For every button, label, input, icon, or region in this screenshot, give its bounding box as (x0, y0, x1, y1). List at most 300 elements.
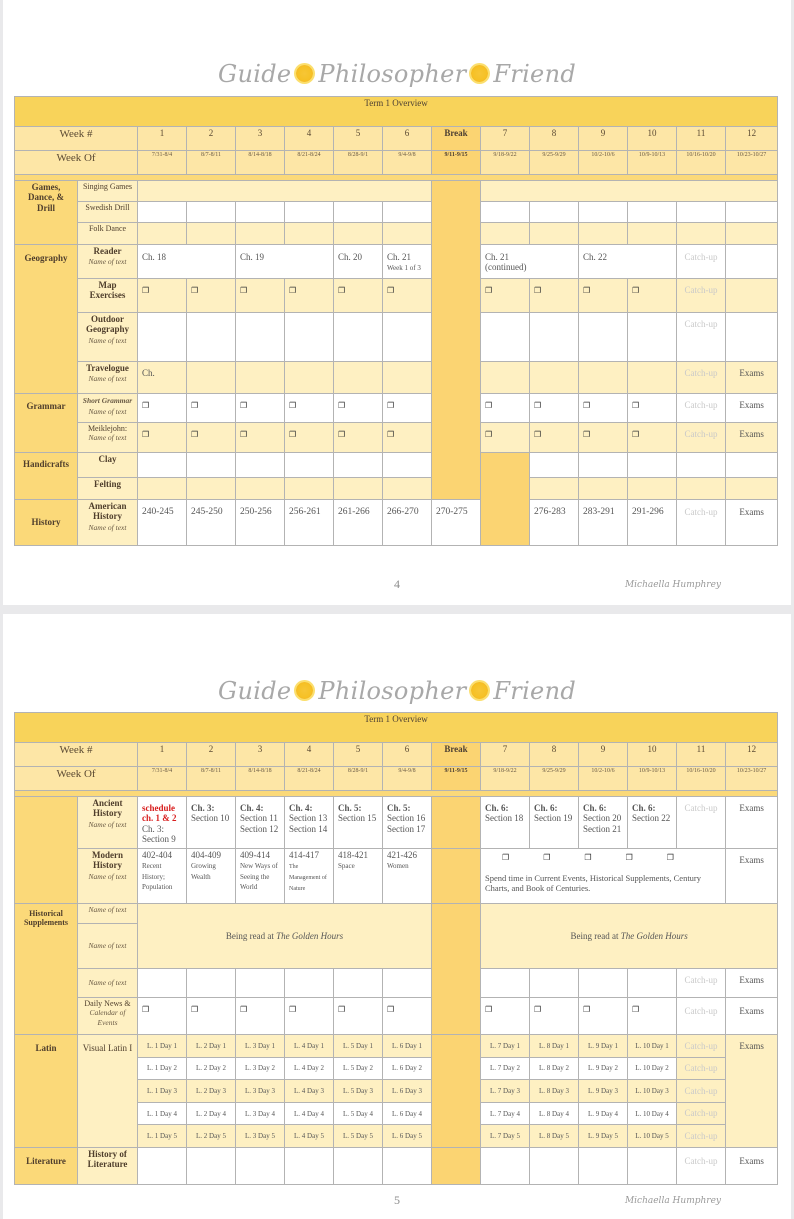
latin-day: Day 5 (552, 1132, 569, 1141)
ancient-section: Section 12 (240, 823, 279, 834)
brand-philosopher: Philosopher (318, 676, 467, 705)
latin-lesson: L. 4 (294, 1132, 306, 1141)
latin-day: Day 4 (405, 1109, 422, 1118)
break-column (432, 1035, 481, 1148)
term-overview-table (14, 96, 778, 546)
week-of-cell: 9/4-9/8 (383, 767, 432, 791)
latin-lesson-cell (285, 1080, 334, 1103)
latin-lesson: L. 7 (490, 1132, 502, 1141)
latin-day: Day 2 (651, 1064, 669, 1073)
checkbox-icon: ❐ (338, 286, 346, 295)
break-column (432, 797, 481, 849)
week-of-cell: 10/2-10/6 (579, 151, 628, 175)
checkbox-icon: ❐ (191, 430, 199, 439)
spend-time-cell: ❐ ❐ ❐ ❐ ❐ Spend time in Current Events, Historical Supplements, Century Charts, and Book of Centuries. (481, 849, 726, 904)
latin-lesson-cell (628, 1125, 677, 1148)
week-number-row (15, 743, 778, 767)
reader-cell: Ch. 21 Week 1 of 3 (383, 245, 432, 279)
history-pages-cell: 266-270 (383, 500, 432, 546)
activity-travelogue: Travelogue Name of text (78, 362, 138, 394)
subject-games: Games, Dance, & Drill (15, 181, 78, 245)
latin-day: Day 4 (209, 1109, 226, 1118)
latin-lesson: L. 6 (392, 1064, 404, 1073)
latin-day: Day 2 (209, 1064, 226, 1073)
week-of-cell: 8/14-8/18 (236, 151, 285, 175)
latin-day: Day 3 (503, 1086, 520, 1095)
ancient-section: Section 10 (191, 813, 230, 824)
ancient-chapter: Ch. 5: (338, 803, 362, 813)
week-of-cell: 10/16-10/20 (677, 767, 726, 791)
ancient-section: Section 18 (485, 813, 524, 824)
latin-lesson-cell (628, 1102, 677, 1125)
checkbox-icon: ❐ (583, 401, 591, 410)
ancient-section: Section 22 (632, 813, 671, 824)
modern-cell: 421-426 Women (383, 849, 432, 904)
latin-lesson: L. 4 (294, 1109, 306, 1118)
modern-cell: 414-417 The Management of Nature (285, 849, 334, 904)
ancient-section: Section 19 (534, 813, 573, 824)
latin-day: Day 1 (209, 1041, 226, 1050)
activity-short-grammar: Short Grammar Name of text (78, 394, 138, 423)
latin-lesson: L. 5 (343, 1109, 355, 1118)
week-of-label: Week Of (15, 767, 138, 791)
activity-reader: Reader Name of text (78, 245, 138, 279)
ancient-section: Section 13 (289, 813, 328, 824)
checkbox-icon: ❐ (485, 286, 493, 295)
latin-lesson-cell (334, 1035, 383, 1058)
activity-felting: Felting (78, 478, 138, 500)
subject-handicrafts: Handicrafts (15, 453, 78, 500)
latin-lesson: L. 9 (588, 1064, 600, 1073)
term-overview-table (14, 712, 778, 1185)
checkbox-icon: ❐ (534, 1005, 542, 1014)
latin-day: Day 5 (209, 1132, 226, 1141)
checkbox-icon: ❐ (583, 1005, 591, 1014)
ancient-cell (383, 797, 432, 849)
exams-cell: Exams (726, 1147, 778, 1184)
checkbox-icon: ❐ (632, 401, 640, 410)
week-of-row (15, 767, 778, 791)
week-of-cell: 8/7-8/11 (187, 151, 236, 175)
checkbox-icon: ❐ (485, 1005, 493, 1014)
latin-lesson: L. 5 (343, 1086, 355, 1095)
checkbox-icon: ❐ (632, 430, 640, 439)
latin-lesson: L. 1 (147, 1109, 159, 1118)
week-number-cell: 5 (334, 127, 383, 151)
map-exercises-row (15, 279, 778, 313)
activity-clay: Clay (78, 453, 138, 478)
subject-historical-supplements: Historical Supplements (15, 904, 78, 1035)
modern-cell: 402-404 Recent History; Population (138, 849, 187, 904)
history-pages-cell: 283-291 (579, 500, 628, 546)
latin-lesson: L. 4 (294, 1086, 306, 1095)
week-number-cell: 1 (138, 127, 187, 151)
modern-cell: 418-421 Space (334, 849, 383, 904)
ancient-chapter: Ch. 6: (534, 803, 558, 813)
catch-up-cell: Catch-up (677, 998, 726, 1035)
latin-lesson: L. 7 (490, 1086, 502, 1095)
latin-lesson-cell (285, 1125, 334, 1148)
ancient-cell (236, 797, 285, 849)
week-of-cell: 10/23-10/27 (726, 767, 778, 791)
exams-cell: Exams (726, 362, 778, 394)
latin-day: Day 5 (160, 1132, 177, 1141)
latin-day: Day 3 (258, 1086, 275, 1095)
exams-cell: Exams (726, 1035, 778, 1148)
checkbox-icon: ❐ (240, 430, 248, 439)
latin-day: Day 5 (651, 1132, 669, 1141)
modern-cell: 409-414 New Ways of Seeing the World (236, 849, 285, 904)
checkbox-icon: ❐ (583, 430, 591, 439)
subject-geography: Geography (15, 245, 78, 394)
golden-hours-cell: Being read at The Golden Hours (138, 904, 432, 969)
latin-lesson-cell (138, 1057, 187, 1080)
ancient-chapter: Ch. 6: (485, 803, 509, 813)
latin-lesson-cell (530, 1080, 579, 1103)
latin-lesson: L. 1 (147, 1132, 159, 1141)
checkbox-icon: ❐ (142, 401, 150, 410)
ancient-section: Section 16 (387, 813, 426, 824)
latin-lesson-cell (383, 1125, 432, 1148)
latin-lesson: L. 8 (539, 1132, 551, 1141)
latin-day: Day 3 (307, 1086, 324, 1095)
latin-day: Day 3 (209, 1086, 226, 1095)
week-number-cell: 10 (628, 127, 677, 151)
week-of-cell: 7/31-8/4 (138, 767, 187, 791)
ancient-chapter: schedule ch. 1 & 2 (142, 803, 177, 824)
latin-lesson-cell (383, 1035, 432, 1058)
travelogue-cell: Ch. (138, 362, 187, 394)
latin-lesson-cell (138, 1080, 187, 1103)
latin-lesson-cell (579, 1125, 628, 1148)
latin-lesson: L. 1 (147, 1041, 159, 1050)
latin-lesson-cell (236, 1035, 285, 1058)
checkbox-icon: ❐ (240, 1005, 248, 1014)
subject-history: History (15, 500, 78, 546)
latin-lesson-cell (383, 1057, 432, 1080)
latin-lesson: L. 2 (196, 1064, 208, 1073)
latin-lesson-cell (187, 1035, 236, 1058)
latin-day: Day 1 (307, 1041, 324, 1050)
activity-folk-dance: Folk Dance (78, 223, 138, 245)
ancient-chapter: Ch. 3: (191, 803, 215, 813)
break-column (432, 849, 481, 904)
week-number-cell: Break (432, 127, 481, 151)
latin-lesson-cell (530, 1102, 579, 1125)
ancient-chapter: Ch. 6: (583, 803, 607, 813)
activity-outdoor-geography: Outdoor Geography Name of text (78, 313, 138, 362)
checkbox-icon: ❐ (191, 401, 199, 410)
checkbox-icon: ❐ (485, 430, 493, 439)
latin-lesson-cell (579, 1080, 628, 1103)
checkbox-icon: ❐ (387, 1005, 395, 1014)
latin-lesson: L. 10 (635, 1041, 651, 1050)
latin-day: Day 5 (258, 1132, 275, 1141)
sun-icon (471, 682, 488, 699)
latin-lesson: L. 8 (539, 1109, 551, 1118)
week-of-cell: 8/28-9/1 (334, 151, 383, 175)
exams-cell: Exams (726, 849, 778, 904)
week-number-cell: 12 (726, 743, 778, 767)
subject-grammar: Grammar (15, 394, 78, 453)
latin-lesson: L. 3 (245, 1109, 257, 1118)
modern-cell: 404-409 Growing Wealth (187, 849, 236, 904)
latin-day: Day 2 (160, 1064, 177, 1073)
latin-lesson: L. 2 (196, 1109, 208, 1118)
break-column (481, 453, 530, 546)
week-number-label: Week # (15, 127, 138, 151)
week-number-cell: Break (432, 743, 481, 767)
subject-history (15, 797, 78, 904)
catch-up-cell: Catch-up (677, 969, 726, 998)
week-of-cell: 10/9-10/13 (628, 151, 677, 175)
latin-day: Day 4 (601, 1109, 618, 1118)
week-number-cell: 1 (138, 743, 187, 767)
activity-supplement-2: Name of text (78, 924, 138, 969)
latin-day: Day 3 (160, 1086, 177, 1095)
activity-visual-latin: Visual Latin I (78, 1035, 138, 1148)
latin-lesson: L. 1 (147, 1064, 159, 1073)
latin-lesson: L. 2 (196, 1086, 208, 1095)
checkbox-icon: ❐ (240, 286, 248, 295)
week-of-cell: 8/21-8/24 (285, 151, 334, 175)
page-5 (3, 614, 791, 1219)
latin-lesson-cell (187, 1057, 236, 1080)
ancient-cell (187, 797, 236, 849)
week-number-cell: 3 (236, 743, 285, 767)
exams-cell: Exams (726, 969, 778, 998)
latin-day: Day 1 (601, 1041, 618, 1050)
latin-lesson: L. 10 (635, 1086, 651, 1095)
latin-lesson-cell (285, 1057, 334, 1080)
latin-lesson: L. 8 (539, 1041, 551, 1050)
catch-up-cell: Catch-up (677, 1080, 726, 1103)
latin-lesson-cell (481, 1080, 530, 1103)
checkbox-icon: ❐ (142, 1005, 150, 1014)
week-number-cell: 2 (187, 743, 236, 767)
activity-supplement-3: Name of text (78, 969, 138, 998)
history-pages-cell: 291-296 (628, 500, 677, 546)
ancient-chapter: Ch. 4: (289, 803, 313, 813)
week-of-cell: 8/28-9/1 (334, 767, 383, 791)
ancient-chapter: Ch. 6: (632, 803, 656, 813)
latin-day: Day 2 (258, 1064, 275, 1073)
history-pages-cell: 276-283 (530, 500, 579, 546)
week-of-cell: 9/4-9/8 (383, 151, 432, 175)
catch-up-cell: Catch-up (677, 279, 726, 313)
activity-swedish-drill: Swedish Drill (78, 202, 138, 223)
latin-lesson-cell (481, 1125, 530, 1148)
week-number-cell: 11 (677, 743, 726, 767)
daily-news-row (15, 998, 778, 1035)
latin-lesson: L. 10 (635, 1064, 651, 1073)
catch-up-cell: Catch-up (677, 313, 726, 362)
week-of-cell: 10/2-10/6 (579, 767, 628, 791)
latin-lesson: L. 6 (392, 1086, 404, 1095)
latin-lesson-cell (334, 1057, 383, 1080)
latin-day: Day 3 (651, 1086, 669, 1095)
latin-lesson: L. 9 (588, 1132, 600, 1141)
latin-lesson-cell (236, 1102, 285, 1125)
ancient-chapter: Ch. 5: (387, 803, 411, 813)
history-pages-cell: 256-261 (285, 500, 334, 546)
history-pages-cell: 270-275 (432, 500, 481, 546)
latin-lesson: L. 10 (635, 1132, 651, 1141)
brand-guide: Guide (218, 676, 292, 705)
checkbox-icon: ❐ (142, 430, 150, 439)
week-number-cell: 6 (383, 743, 432, 767)
checkbox-icon: ❐ (534, 286, 542, 295)
checkbox-icon: ❐ (485, 401, 493, 410)
checkbox-icon: ❐ (534, 430, 542, 439)
checkbox-icon: ❐ (338, 401, 346, 410)
week-of-cell: 9/11-9/15 (432, 767, 481, 791)
latin-lesson-cell (187, 1080, 236, 1103)
week-number-cell: 7 (481, 127, 530, 151)
latin-lesson-cell (138, 1035, 187, 1058)
latin-lesson-cell (285, 1102, 334, 1125)
sun-icon (296, 65, 313, 82)
history-pages-cell: 245-250 (187, 500, 236, 546)
checkbox-icon: ❐ (338, 1005, 346, 1014)
latin-lesson: L. 3 (245, 1086, 257, 1095)
week-of-cell: 9/25-9/29 (530, 151, 579, 175)
latin-lesson-cell (138, 1125, 187, 1148)
checkbox-icon: ❐ (289, 286, 297, 295)
ancient-section: Section 14 (289, 823, 328, 834)
latin-day: Day 1 (160, 1041, 177, 1050)
latin-lesson: L. 2 (196, 1041, 208, 1050)
brand-logo (3, 669, 791, 709)
activity-history-of-literature: History of Literature (78, 1147, 138, 1184)
overview-title: Term 1 Overview (15, 97, 778, 127)
latin-lesson: L. 9 (588, 1086, 600, 1095)
activity-map-exercises: Map Exercises (78, 279, 138, 313)
activity-american-history: American History Name of text (78, 500, 138, 546)
activity-singing-games: Singing Games (78, 181, 138, 202)
latin-lesson-cell (481, 1102, 530, 1125)
break-column (432, 904, 481, 1035)
latin-lesson-cell (579, 1057, 628, 1080)
ancient-cell (334, 797, 383, 849)
exams-cell: Exams (726, 423, 778, 453)
history-pages-cell: 250-256 (236, 500, 285, 546)
latin-day: Day 2 (307, 1064, 324, 1073)
latin-day: Day 4 (503, 1109, 520, 1118)
ancient-history-row (15, 797, 778, 849)
checkbox-icon: ❐ (534, 401, 542, 410)
latin-lesson-cell (187, 1125, 236, 1148)
latin-lesson: L. 1 (147, 1086, 159, 1095)
reader-cell: Ch. 20 (334, 245, 383, 279)
latin-day: Day 5 (503, 1132, 520, 1141)
latin-day: Day 3 (356, 1086, 373, 1095)
activity-ancient-history: Ancient History Name of text (78, 797, 138, 849)
week-number-row (15, 127, 778, 151)
short-grammar-row (15, 394, 778, 423)
latin-lesson: L. 4 (294, 1041, 306, 1050)
latin-lesson: L. 3 (245, 1041, 257, 1050)
page-number: 5 (394, 1193, 400, 1207)
latin-day: Day 2 (356, 1064, 373, 1073)
latin-lesson-cell (334, 1080, 383, 1103)
history-pages-cell: 261-266 (334, 500, 383, 546)
ancient-cell (285, 797, 334, 849)
subject-literature: Literature (15, 1147, 78, 1184)
ancient-cell (530, 797, 579, 849)
checkbox-icon: ❐ (289, 430, 297, 439)
latin-lesson-cell (579, 1035, 628, 1058)
latin-lesson-cell (285, 1035, 334, 1058)
latin-lesson: L. 5 (343, 1132, 355, 1141)
catch-up-cell: Catch-up (677, 1057, 726, 1080)
latin-day: Day 2 (601, 1064, 618, 1073)
meiklejohn-row (15, 423, 778, 453)
brand-guide: Guide (218, 59, 292, 88)
checkbox-icon: ❐ (191, 1005, 199, 1014)
page-4 (3, 0, 791, 605)
week-of-cell: 8/14-8/18 (236, 767, 285, 791)
latin-lesson-cell (334, 1102, 383, 1125)
latin-lesson: L. 5 (343, 1064, 355, 1073)
latin-day: Day 1 (651, 1041, 669, 1050)
catch-up-cell: Catch-up (677, 1102, 726, 1125)
checkbox-icon: ❐ (583, 286, 591, 295)
latin-lesson: L. 3 (245, 1132, 257, 1141)
week-number-cell: 12 (726, 127, 778, 151)
latin-lesson-cell (138, 1102, 187, 1125)
ancient-cell (628, 797, 677, 849)
latin-lesson: L. 8 (539, 1064, 551, 1073)
checkbox-icon: ❐ (632, 1005, 640, 1014)
latin-day: Day 1 (356, 1041, 373, 1050)
checkbox-icon: ❐ (289, 1005, 297, 1014)
catch-up-cell: Catch-up (677, 362, 726, 394)
week-number-cell: 10 (628, 743, 677, 767)
latin-day: Day 2 (405, 1064, 422, 1073)
latin-day: Day 2 (503, 1064, 520, 1073)
latin-lesson: L. 6 (392, 1109, 404, 1118)
latin-lesson-cell (628, 1080, 677, 1103)
latin-lesson-cell (530, 1057, 579, 1080)
checkbox-icon: ❐ (338, 430, 346, 439)
latin-day: Day 1 (552, 1041, 569, 1050)
week-number-cell: 8 (530, 743, 579, 767)
ancient-cell (481, 797, 530, 849)
latin-lesson-cell (383, 1080, 432, 1103)
exams-cell: Exams (726, 500, 778, 546)
catch-up-cell: Catch-up (677, 394, 726, 423)
activity-meiklejohn: Meiklejohn: Name of text (78, 423, 138, 453)
latin-lesson: L. 9 (588, 1109, 600, 1118)
latin-lesson-cell (481, 1057, 530, 1080)
catch-up-cell: Catch-up (677, 423, 726, 453)
latin-day: Day 5 (307, 1132, 324, 1141)
week-number-cell: 7 (481, 743, 530, 767)
week-of-label: Week Of (15, 151, 138, 175)
checkbox-icon: ❐ (632, 286, 640, 295)
week-number-cell: 4 (285, 127, 334, 151)
latin-lesson-cell (628, 1057, 677, 1080)
latin-day: Day 3 (552, 1086, 569, 1095)
latin-lesson: L. 3 (245, 1064, 257, 1073)
modern-history-row (15, 849, 778, 904)
week-of-cell: 9/25-9/29 (530, 767, 579, 791)
catch-up-cell: Catch-up (677, 1125, 726, 1148)
latin-lesson: L. 6 (392, 1132, 404, 1141)
ancient-section: Section 17 (387, 823, 426, 834)
latin-day: Day 5 (356, 1132, 373, 1141)
